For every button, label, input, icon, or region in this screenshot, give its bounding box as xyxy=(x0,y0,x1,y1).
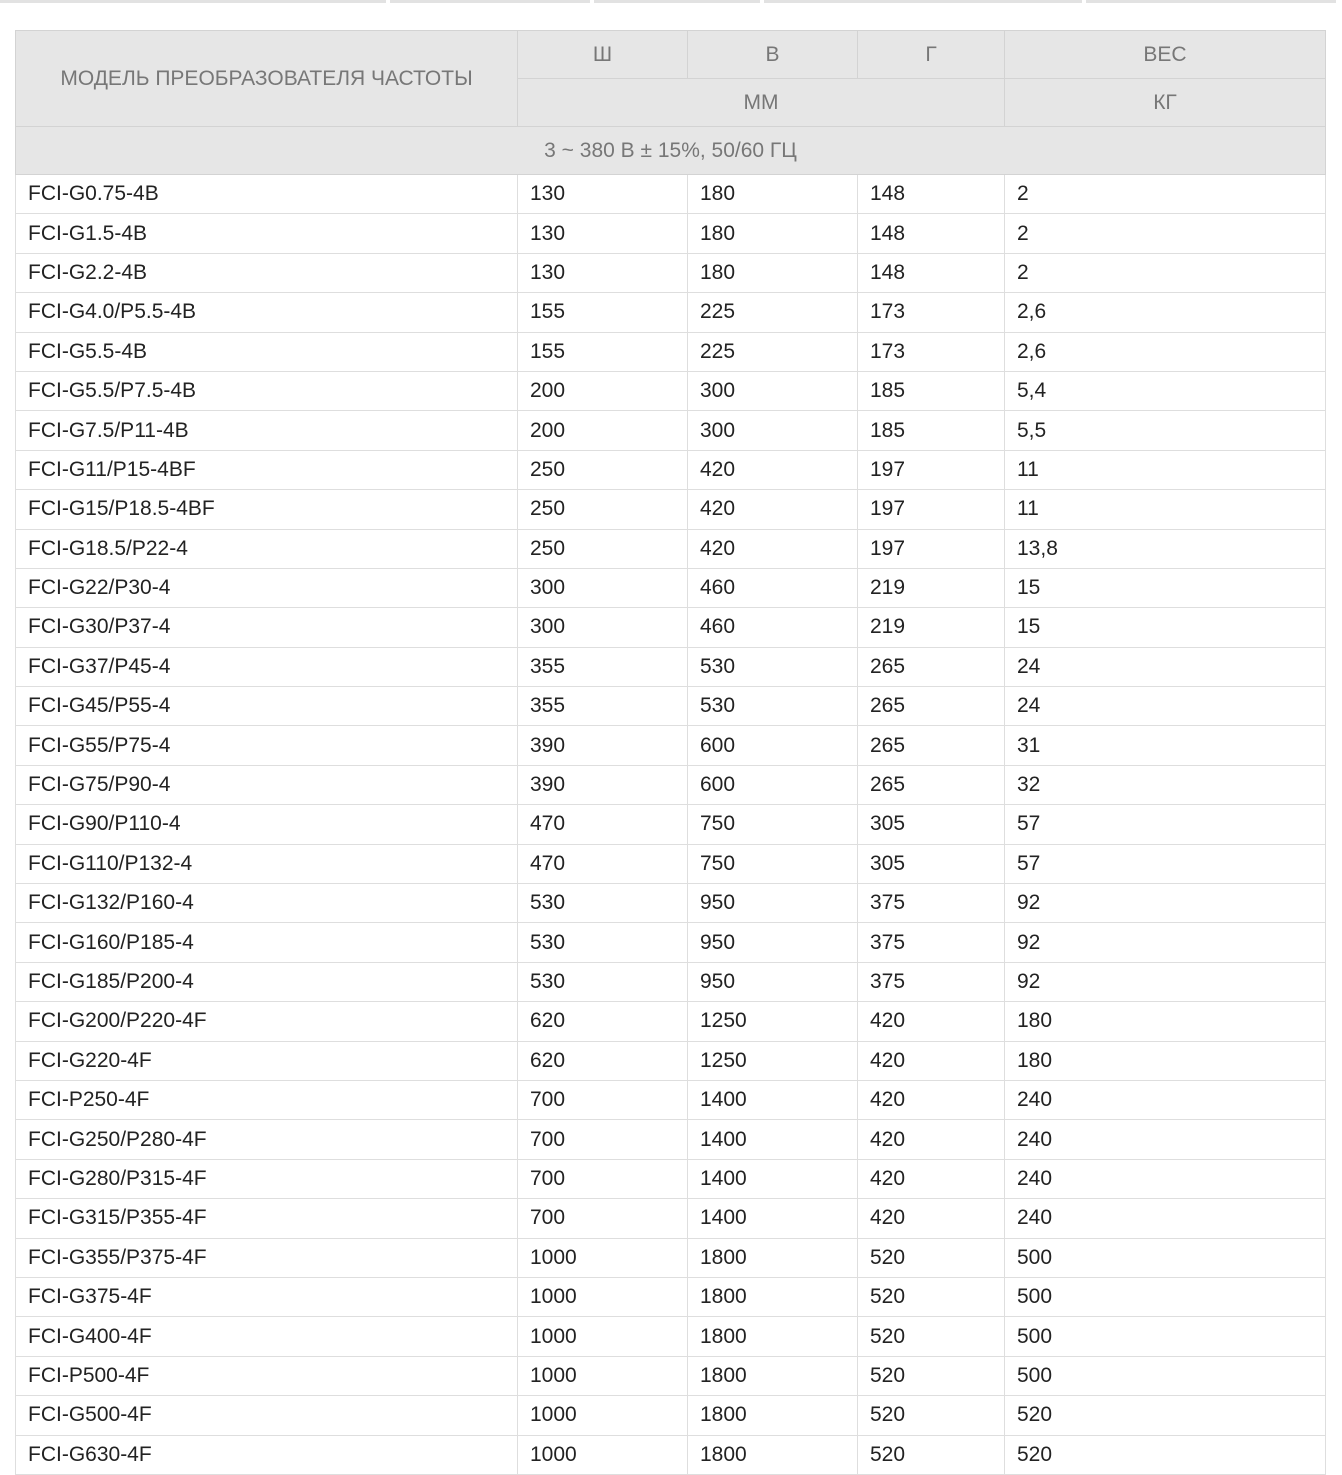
table-row xyxy=(16,411,1326,450)
cell-width: 130 xyxy=(518,253,688,292)
cell-width: 620 xyxy=(518,1041,688,1080)
table-row xyxy=(16,1041,1326,1080)
cell-model: FCI-G160/P185-4 xyxy=(16,923,518,962)
cell-height: 1400 xyxy=(688,1199,858,1238)
cell-model: FCI-G630-4F xyxy=(16,1435,518,1474)
table-row xyxy=(16,765,1326,804)
cell-width: 130 xyxy=(518,175,688,214)
table-row xyxy=(16,1435,1326,1474)
cell-height: 1250 xyxy=(688,1041,858,1080)
header-width: Ш xyxy=(518,31,688,79)
cell-weight: 15 xyxy=(1005,568,1326,607)
top-tab-3[interactable] xyxy=(594,0,760,3)
cell-height: 1400 xyxy=(688,1159,858,1198)
table-row xyxy=(16,568,1326,607)
cell-weight: 92 xyxy=(1005,962,1326,1001)
cell-model: FCI-G18.5/P22-4 xyxy=(16,529,518,568)
cell-weight: 57 xyxy=(1005,805,1326,844)
table-header xyxy=(16,31,1326,175)
cell-width: 390 xyxy=(518,765,688,804)
header-height: В xyxy=(688,31,858,79)
cell-weight: 500 xyxy=(1005,1317,1326,1356)
cell-width: 700 xyxy=(518,1199,688,1238)
cell-model: FCI-G1.5-4B xyxy=(16,214,518,253)
cell-height: 530 xyxy=(688,647,858,686)
cell-height: 420 xyxy=(688,529,858,568)
cell-width: 1000 xyxy=(518,1238,688,1277)
cell-depth: 265 xyxy=(858,647,1005,686)
cell-model: FCI-G11/P15-4BF xyxy=(16,450,518,489)
header-unit-kg: КГ xyxy=(1005,79,1326,127)
header-unit-mm: ММ xyxy=(518,79,1005,127)
cell-height: 1800 xyxy=(688,1277,858,1316)
top-tab-5[interactable] xyxy=(1086,0,1336,3)
cell-height: 1800 xyxy=(688,1356,858,1395)
cell-width: 1000 xyxy=(518,1396,688,1435)
cell-depth: 375 xyxy=(858,962,1005,1001)
cell-model: FCI-G315/P355-4F xyxy=(16,1199,518,1238)
cell-weight: 24 xyxy=(1005,647,1326,686)
voltage-row xyxy=(16,127,1326,175)
table-row xyxy=(16,805,1326,844)
cell-height: 460 xyxy=(688,568,858,607)
cell-depth: 197 xyxy=(858,450,1005,489)
cell-model: FCI-G500-4F xyxy=(16,1396,518,1435)
top-tab-2[interactable] xyxy=(390,0,590,3)
cell-model: FCI-G7.5/P11-4B xyxy=(16,411,518,450)
table-row xyxy=(16,1396,1326,1435)
cell-weight: 92 xyxy=(1005,884,1326,923)
cell-weight: 500 xyxy=(1005,1356,1326,1395)
cell-depth: 265 xyxy=(858,726,1005,765)
cell-weight: 31 xyxy=(1005,726,1326,765)
cell-height: 1800 xyxy=(688,1238,858,1277)
cell-weight: 2,6 xyxy=(1005,293,1326,332)
cell-weight: 5,5 xyxy=(1005,411,1326,450)
cell-depth: 197 xyxy=(858,529,1005,568)
cell-model: FCI-G37/P45-4 xyxy=(16,647,518,686)
cell-width: 620 xyxy=(518,1002,688,1041)
table-row xyxy=(16,1277,1326,1316)
table-row xyxy=(16,962,1326,1001)
cell-model: FCI-G220-4F xyxy=(16,1041,518,1080)
cell-width: 250 xyxy=(518,450,688,489)
cell-weight: 2,6 xyxy=(1005,332,1326,371)
cell-depth: 265 xyxy=(858,765,1005,804)
cell-weight: 2 xyxy=(1005,175,1326,214)
voltage-label: 3 ~ 380 В ± 15%, 50/60 ГЦ xyxy=(16,127,1326,175)
cell-width: 250 xyxy=(518,529,688,568)
cell-width: 530 xyxy=(518,962,688,1001)
cell-depth: 420 xyxy=(858,1080,1005,1119)
cell-width: 1000 xyxy=(518,1435,688,1474)
table-row xyxy=(16,1317,1326,1356)
cell-weight: 500 xyxy=(1005,1277,1326,1316)
table-row xyxy=(16,844,1326,883)
cell-depth: 173 xyxy=(858,332,1005,371)
table-row xyxy=(16,175,1326,214)
cell-height: 950 xyxy=(688,923,858,962)
cell-model: FCI-G110/P132-4 xyxy=(16,844,518,883)
cell-height: 460 xyxy=(688,608,858,647)
cell-height: 180 xyxy=(688,253,858,292)
cell-depth: 375 xyxy=(858,923,1005,962)
cell-depth: 305 xyxy=(858,805,1005,844)
cell-weight: 240 xyxy=(1005,1159,1326,1198)
cell-model: FCI-G132/P160-4 xyxy=(16,884,518,923)
table-row xyxy=(16,687,1326,726)
cell-width: 470 xyxy=(518,844,688,883)
cell-depth: 219 xyxy=(858,568,1005,607)
cell-depth: 520 xyxy=(858,1238,1005,1277)
cell-weight: 180 xyxy=(1005,1002,1326,1041)
cell-height: 300 xyxy=(688,411,858,450)
cell-weight: 57 xyxy=(1005,844,1326,883)
table-row xyxy=(16,490,1326,529)
cell-model: FCI-G22/P30-4 xyxy=(16,568,518,607)
cell-model: FCI-G185/P200-4 xyxy=(16,962,518,1001)
cell-weight: 180 xyxy=(1005,1041,1326,1080)
top-tab-4[interactable] xyxy=(764,0,1082,3)
cell-height: 750 xyxy=(688,805,858,844)
cell-width: 300 xyxy=(518,568,688,607)
cell-model: FCI-G55/P75-4 xyxy=(16,726,518,765)
cell-height: 225 xyxy=(688,293,858,332)
cell-depth: 219 xyxy=(858,608,1005,647)
cell-weight: 520 xyxy=(1005,1435,1326,1474)
cell-model: FCI-G280/P315-4F xyxy=(16,1159,518,1198)
table-row xyxy=(16,1199,1326,1238)
cell-height: 225 xyxy=(688,332,858,371)
header-depth: Г xyxy=(858,31,1005,79)
cell-depth: 420 xyxy=(858,1159,1005,1198)
cell-model: FCI-G400-4F xyxy=(16,1317,518,1356)
cell-height: 420 xyxy=(688,490,858,529)
cell-model: FCI-G75/P90-4 xyxy=(16,765,518,804)
cell-height: 300 xyxy=(688,371,858,410)
cell-weight: 2 xyxy=(1005,253,1326,292)
cell-model: FCI-G2.2-4B xyxy=(16,253,518,292)
cell-height: 1400 xyxy=(688,1120,858,1159)
table-row xyxy=(16,450,1326,489)
cell-depth: 173 xyxy=(858,293,1005,332)
table-row xyxy=(16,647,1326,686)
cell-weight: 240 xyxy=(1005,1120,1326,1159)
cell-depth: 148 xyxy=(858,253,1005,292)
top-tab-strip xyxy=(0,0,1342,4)
cell-depth: 185 xyxy=(858,371,1005,410)
cell-depth: 420 xyxy=(858,1041,1005,1080)
cell-width: 155 xyxy=(518,332,688,371)
cell-weight: 13,8 xyxy=(1005,529,1326,568)
cell-model: FCI-G250/P280-4F xyxy=(16,1120,518,1159)
cell-model: FCI-G375-4F xyxy=(16,1277,518,1316)
cell-model: FCI-G45/P55-4 xyxy=(16,687,518,726)
cell-model: FCI-G90/P110-4 xyxy=(16,805,518,844)
top-tab-1[interactable] xyxy=(0,0,386,3)
table-row xyxy=(16,214,1326,253)
cell-width: 700 xyxy=(518,1159,688,1198)
table-row xyxy=(16,332,1326,371)
cell-width: 130 xyxy=(518,214,688,253)
cell-depth: 520 xyxy=(858,1356,1005,1395)
cell-height: 1800 xyxy=(688,1396,858,1435)
specifications-table xyxy=(15,30,1326,1475)
cell-depth: 197 xyxy=(858,490,1005,529)
header-weight: ВЕС xyxy=(1005,31,1326,79)
cell-model: FCI-G0.75-4B xyxy=(16,175,518,214)
table-row xyxy=(16,884,1326,923)
cell-width: 700 xyxy=(518,1120,688,1159)
cell-width: 355 xyxy=(518,687,688,726)
cell-weight: 92 xyxy=(1005,923,1326,962)
header-row-titles xyxy=(16,31,1326,79)
cell-model: FCI-G5.5-4B xyxy=(16,332,518,371)
table-row xyxy=(16,1356,1326,1395)
table-row xyxy=(16,1120,1326,1159)
cell-height: 1250 xyxy=(688,1002,858,1041)
table-body xyxy=(16,175,1326,1475)
cell-weight: 11 xyxy=(1005,490,1326,529)
cell-height: 180 xyxy=(688,214,858,253)
cell-height: 1800 xyxy=(688,1317,858,1356)
cell-model: FCI-G200/P220-4F xyxy=(16,1002,518,1041)
cell-width: 300 xyxy=(518,608,688,647)
cell-depth: 520 xyxy=(858,1396,1005,1435)
cell-depth: 520 xyxy=(858,1317,1005,1356)
cell-depth: 185 xyxy=(858,411,1005,450)
cell-height: 950 xyxy=(688,962,858,1001)
cell-model: FCI-G5.5/P7.5-4B xyxy=(16,371,518,410)
cell-height: 600 xyxy=(688,765,858,804)
cell-model: FCI-P500-4F xyxy=(16,1356,518,1395)
cell-depth: 520 xyxy=(858,1277,1005,1316)
cell-weight: 2 xyxy=(1005,214,1326,253)
table-row xyxy=(16,1238,1326,1277)
cell-depth: 420 xyxy=(858,1120,1005,1159)
cell-height: 950 xyxy=(688,884,858,923)
cell-height: 600 xyxy=(688,726,858,765)
table-row xyxy=(16,253,1326,292)
cell-height: 1800 xyxy=(688,1435,858,1474)
cell-width: 530 xyxy=(518,884,688,923)
cell-depth: 420 xyxy=(858,1199,1005,1238)
cell-width: 470 xyxy=(518,805,688,844)
cell-height: 530 xyxy=(688,687,858,726)
table-row xyxy=(16,923,1326,962)
cell-width: 355 xyxy=(518,647,688,686)
cell-depth: 420 xyxy=(858,1002,1005,1041)
cell-model: FCI-G355/P375-4F xyxy=(16,1238,518,1277)
table-row xyxy=(16,1002,1326,1041)
cell-width: 200 xyxy=(518,371,688,410)
cell-depth: 265 xyxy=(858,687,1005,726)
cell-weight: 24 xyxy=(1005,687,1326,726)
cell-width: 250 xyxy=(518,490,688,529)
cell-model: FCI-G30/P37-4 xyxy=(16,608,518,647)
cell-width: 390 xyxy=(518,726,688,765)
cell-height: 750 xyxy=(688,844,858,883)
cell-model: FCI-G4.0/P5.5-4B xyxy=(16,293,518,332)
table-row xyxy=(16,293,1326,332)
cell-weight: 11 xyxy=(1005,450,1326,489)
table-row xyxy=(16,726,1326,765)
table-row xyxy=(16,529,1326,568)
cell-depth: 375 xyxy=(858,884,1005,923)
cell-weight: 500 xyxy=(1005,1238,1326,1277)
cell-weight: 240 xyxy=(1005,1199,1326,1238)
cell-height: 180 xyxy=(688,175,858,214)
cell-width: 1000 xyxy=(518,1317,688,1356)
cell-width: 530 xyxy=(518,923,688,962)
cell-model: FCI-P250-4F xyxy=(16,1080,518,1119)
cell-weight: 5,4 xyxy=(1005,371,1326,410)
cell-weight: 15 xyxy=(1005,608,1326,647)
cell-width: 200 xyxy=(518,411,688,450)
table-row xyxy=(16,371,1326,410)
cell-width: 1000 xyxy=(518,1277,688,1316)
cell-depth: 148 xyxy=(858,214,1005,253)
cell-weight: 32 xyxy=(1005,765,1326,804)
cell-depth: 148 xyxy=(858,175,1005,214)
table-row xyxy=(16,1159,1326,1198)
cell-depth: 305 xyxy=(858,844,1005,883)
cell-width: 1000 xyxy=(518,1356,688,1395)
cell-weight: 240 xyxy=(1005,1080,1326,1119)
cell-depth: 520 xyxy=(858,1435,1005,1474)
cell-height: 1400 xyxy=(688,1080,858,1119)
cell-width: 155 xyxy=(518,293,688,332)
cell-model: FCI-G15/P18.5-4BF xyxy=(16,490,518,529)
table-row xyxy=(16,1080,1326,1119)
cell-width: 700 xyxy=(518,1080,688,1119)
cell-weight: 520 xyxy=(1005,1396,1326,1435)
header-model: МОДЕЛЬ ПРЕОБРАЗОВАТЕЛЯ ЧАСТОТЫ xyxy=(16,31,518,127)
cell-height: 420 xyxy=(688,450,858,489)
table-row xyxy=(16,608,1326,647)
